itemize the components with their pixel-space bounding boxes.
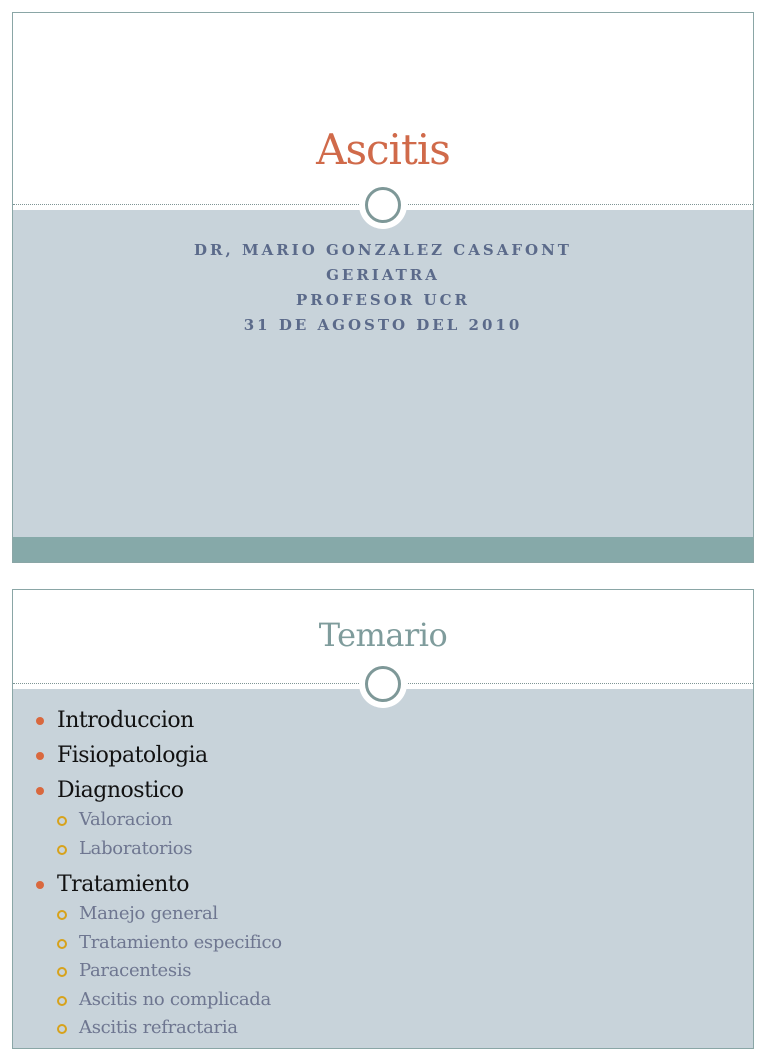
agenda-slide [12,589,754,1049]
topic-label: Tratamiento [57,872,189,897]
slide-title: Temario [318,616,448,654]
topic-label: Diagnostico [57,778,184,803]
circle-ornament-icon [359,181,407,229]
title-slide [12,12,754,563]
slide-title: Ascitis [316,125,450,174]
affiliation-line: PROFESOR UCR [296,291,470,309]
subtopic-item: Laboratorios [33,835,282,864]
topic-item [33,738,282,773]
subtopic-item: Ascitis no complicada [33,986,282,1015]
subtopic-item: Tratamiento especifico [33,929,282,958]
subtopic-group [33,900,282,1043]
subtopic-item: Paracentesis [33,957,282,986]
subtopic-item: Ascitis refractaria [33,1014,282,1043]
topic-item [33,703,282,738]
subtopic-list [33,900,282,1043]
content-area [13,689,753,1049]
topic-label: Introduccion [57,708,194,733]
date-line: 31 DE AGOSTO DEL 2010 [243,316,523,334]
footer-band [13,537,753,563]
topic-item [33,867,282,902]
subtitle-block [13,238,753,338]
subtopic-item: Manejo general [33,900,282,929]
subtitle-area [13,210,753,537]
topic-list [33,703,282,1047]
title-area [13,13,753,206]
topic-label: Fisiopatologia [57,743,208,768]
circle-ornament-icon [359,660,407,708]
subtopic-item: Valoracion [33,806,282,835]
subtopic-group [33,806,282,863]
topic-item [33,773,282,808]
author-line: DR, MARIO GONZALEZ CASAFONT [194,241,572,259]
role-line: GERIATRA [326,266,440,284]
subtopic-list [33,806,282,863]
